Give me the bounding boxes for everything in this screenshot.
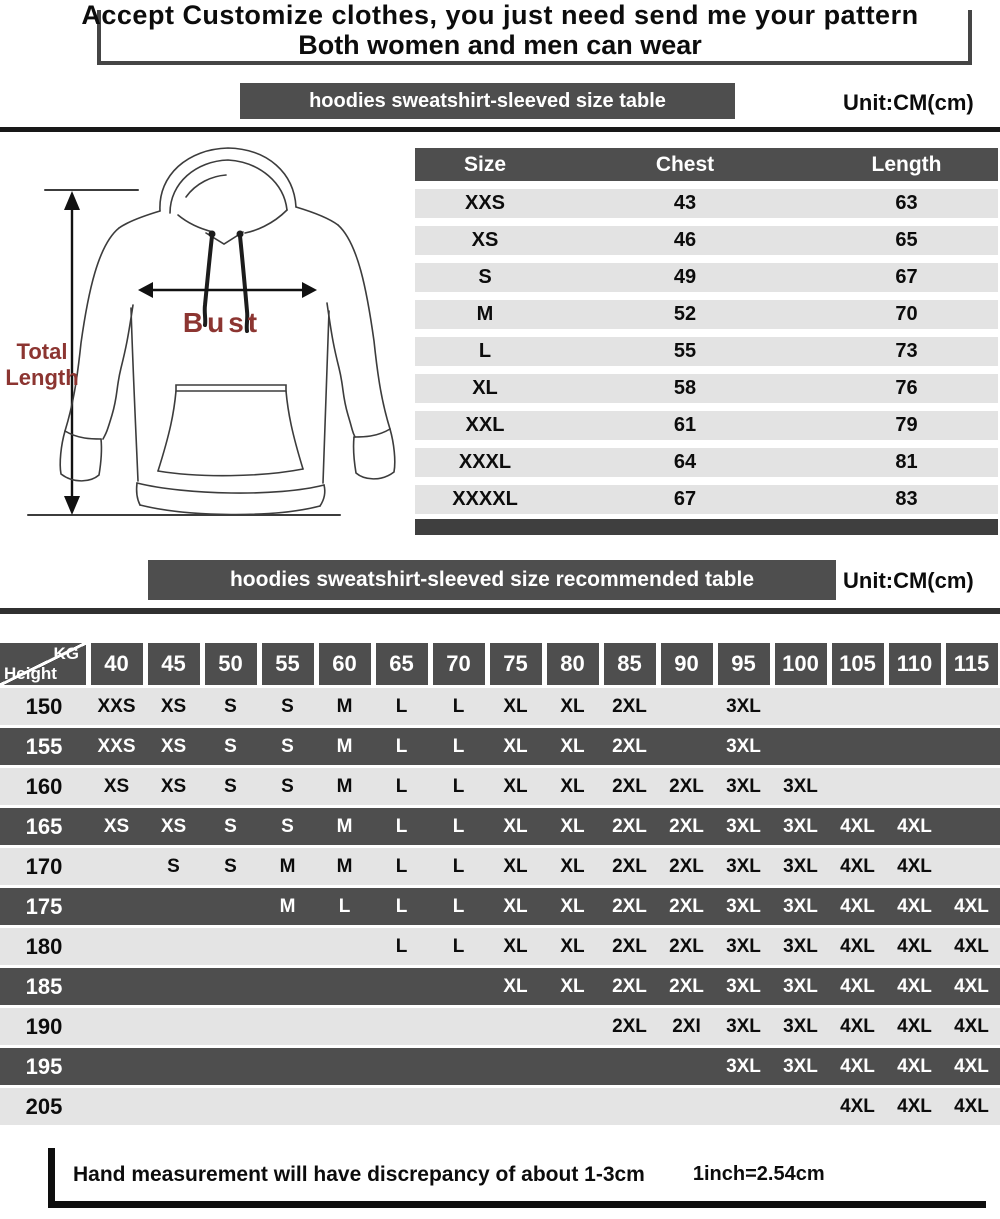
recommended-size-cell: M [279, 856, 296, 877]
recommended-table-row [0, 688, 1000, 725]
recommended-size-cell [373, 968, 430, 1005]
chest-cell: 58 [673, 377, 697, 399]
footnote-box [48, 1148, 986, 1208]
height-cell: 170 [25, 854, 63, 879]
recommended-table-row [0, 808, 1000, 845]
recommended-size-cell: 3XL [783, 856, 818, 877]
recommended-size-cell: L [395, 776, 408, 797]
recommended-size-cell: 4XL [897, 976, 932, 997]
recommended-size-cell: 4XL [840, 896, 875, 917]
recommended-size-cell: 4XL [897, 816, 932, 837]
size-table-row [415, 263, 998, 292]
size-table-row [415, 337, 998, 366]
kg-column-header: 110 [889, 643, 941, 685]
length-cell: 79 [895, 414, 918, 436]
total-length-label-line1: Total [16, 339, 68, 364]
height-kg-corner-cell [0, 643, 86, 685]
recommended-size-cell: S [281, 696, 294, 717]
recommended-size-cell [259, 928, 316, 965]
kg-column-header: 50 [205, 643, 257, 685]
chest-cell: 67 [673, 488, 697, 510]
recommended-size-cell [601, 1088, 658, 1125]
recommended-table-row [0, 768, 1000, 805]
size-table-footer-bar [415, 519, 998, 535]
recommended-size-cell: M [336, 736, 353, 757]
recommended-table-body [0, 688, 1000, 1125]
kg-column-header: 85 [604, 643, 656, 685]
recommended-size-cell [943, 728, 1000, 765]
length-cell: 65 [895, 229, 918, 251]
recommended-table-row [0, 1048, 1000, 1085]
recommended-size-cell: 3XL [726, 736, 761, 757]
recommended-size-cell: 3XL [783, 816, 818, 837]
recommended-size-cell: XXS [97, 736, 136, 757]
size-cell: XXS [464, 192, 506, 214]
recommended-size-cell: XL [503, 936, 528, 957]
kg-column-header: 75 [490, 643, 542, 685]
size-cell: XL [472, 377, 498, 399]
recommended-size-cell [487, 1048, 544, 1085]
kg-corner-label: KG [53, 644, 79, 663]
recommended-size-cell [88, 968, 145, 1005]
recommended-size-cell [202, 1088, 259, 1125]
recommended-size-cell: 4XL [897, 1016, 932, 1037]
recommended-size-cell: M [336, 816, 353, 837]
recommended-size-cell [145, 888, 202, 925]
recommended-size-cell [772, 728, 829, 765]
recommended-size-cell: 3XL [783, 976, 818, 997]
kg-column-header: 65 [376, 643, 428, 685]
kg-column-header: 45 [148, 643, 200, 685]
recommended-size-cell [430, 1048, 487, 1085]
recommended-size-cell: 4XL [840, 1016, 875, 1037]
recommended-size-cell: 4XL [897, 936, 932, 957]
size-table-row [415, 448, 998, 477]
recommended-table-row [0, 968, 1000, 1005]
recommended-size-cell: XL [560, 816, 585, 837]
recommended-size-cell [544, 1008, 601, 1045]
size-cell: S [478, 266, 492, 288]
recommended-size-cell: 3XL [726, 1016, 761, 1037]
recommended-size-cell: S [224, 776, 237, 797]
size-cell: M [476, 303, 494, 325]
recommended-table-row [0, 728, 1000, 765]
recommended-size-cell: 2XL [669, 776, 704, 797]
recommended-size-cell: 3XL [783, 1016, 818, 1037]
recommended-size-cell: 2XL [612, 776, 647, 797]
middle-divider-line [0, 608, 1000, 614]
size-table-column-header: Length [871, 153, 942, 176]
chest-cell: 55 [673, 340, 697, 362]
size-table-row [415, 300, 998, 329]
recommended-size-cell: XS [160, 776, 187, 797]
recommended-size-cell: M [336, 856, 353, 877]
recommended-size-cell [145, 928, 202, 965]
recommended-size-cell: L [395, 896, 408, 917]
kg-column-header: 40 [91, 643, 143, 685]
recommended-size-cell: 4XL [840, 1096, 875, 1117]
size-cell: L [478, 340, 492, 362]
recommended-size-cell: XL [503, 976, 528, 997]
chest-cell: 64 [673, 451, 697, 473]
recommended-size-cell [658, 1088, 715, 1125]
size-table-unit-label: Unit:CM(cm) [843, 90, 974, 115]
recommended-size-cell [886, 688, 943, 725]
recommended-size-cell: L [452, 856, 465, 877]
recommended-table-banner: hoodies sweatshirt-sleeved size recommended table [148, 560, 836, 600]
recommended-size-cell [202, 888, 259, 925]
recommended-size-cell: S [224, 736, 237, 757]
recommended-size-cell [88, 888, 145, 925]
recommended-size-cell: XS [160, 696, 187, 717]
recommended-size-cell: 4XL [954, 1056, 989, 1077]
recommended-size-cell: L [395, 696, 408, 717]
recommended-size-cell [145, 968, 202, 1005]
recommended-size-cell: S [224, 696, 237, 717]
size-table-header-row [415, 148, 998, 181]
kg-column-header: 60 [319, 643, 371, 685]
size-cell: XS [471, 229, 499, 251]
length-cell: 67 [895, 266, 918, 288]
recommended-size-cell: 4XL [897, 856, 932, 877]
header-line-2: Both women and men can wear [298, 30, 702, 60]
length-cell: 63 [895, 192, 918, 214]
recommended-size-cell [202, 968, 259, 1005]
recommended-table-unit-label: Unit:CM(cm) [843, 568, 974, 593]
recommended-size-cell: XL [560, 936, 585, 957]
recommended-size-cell: 2XL [612, 896, 647, 917]
recommended-size-cell [544, 1088, 601, 1125]
recommended-size-cell: 3XL [726, 936, 761, 957]
recommended-size-cell: L [395, 936, 408, 957]
length-cell: 73 [895, 340, 918, 362]
chest-cell: 52 [673, 303, 697, 325]
recommended-table-header-row [0, 643, 1000, 685]
recommended-size-cell [316, 968, 373, 1005]
recommended-size-cell [373, 1008, 430, 1045]
recommended-size-cell: XS [103, 776, 130, 797]
header-line-1: Accept Customize clothes, you just need send me your pattern [81, 0, 919, 30]
recommended-size-cell [829, 688, 886, 725]
size-table-banner: hoodies sweatshirt-sleeved size table [240, 83, 735, 119]
recommended-size-cell [430, 1008, 487, 1045]
recommended-size-cell: 3XL [726, 816, 761, 837]
recommended-size-cell: 2XL [669, 976, 704, 997]
recommended-size-cell: XL [503, 856, 528, 877]
size-table-column-header: Chest [655, 153, 715, 176]
recommended-size-cell [487, 1008, 544, 1045]
recommended-size-cell: L [395, 816, 408, 837]
recommended-size-cell: S [281, 776, 294, 797]
recommended-size-cell [202, 1048, 259, 1085]
recommended-table-row [0, 848, 1000, 885]
recommended-size-cell: S [281, 816, 294, 837]
recommended-size-cell: XL [503, 696, 528, 717]
recommended-size-cell [259, 968, 316, 1005]
total-length-label-line2: Length [5, 365, 79, 390]
recommended-size-cell: M [336, 696, 353, 717]
recommended-size-cell: S [224, 816, 237, 837]
recommended-table-row [0, 928, 1000, 965]
recommended-size-cell: M [279, 896, 296, 917]
height-cell: 150 [25, 694, 63, 719]
recommended-size-cell [145, 1008, 202, 1045]
recommended-size-cell: S [281, 736, 294, 757]
recommended-size-cell [886, 728, 943, 765]
recommended-size-cell: 2XL [612, 736, 647, 757]
recommended-size-cell [658, 728, 715, 765]
recommended-size-cell [373, 1088, 430, 1125]
recommended-size-cell [430, 1088, 487, 1125]
measurement-discrepancy-note: Hand measurement will have discrepancy of about 1-3cm [73, 1162, 645, 1186]
recommended-size-cell: 4XL [840, 1056, 875, 1077]
chest-cell: 46 [673, 229, 697, 251]
size-table-column-header: Size [463, 153, 507, 176]
height-cell: 155 [25, 734, 63, 759]
recommended-size-cell: 3XL [783, 1056, 818, 1077]
recommended-size-cell: 4XL [840, 816, 875, 837]
recommended-size-cell [829, 728, 886, 765]
recommended-size-cell: 3XL [783, 896, 818, 917]
recommended-size-cell: 4XL [897, 1056, 932, 1077]
recommended-size-cell [88, 1008, 145, 1045]
recommended-size-cell [601, 1048, 658, 1085]
size-table [415, 148, 998, 535]
page-title [0, 0, 1000, 60]
recommended-size-cell: 3XL [726, 856, 761, 877]
kg-column-header: 90 [661, 643, 713, 685]
recommended-size-cell: 2XL [669, 936, 704, 957]
recommended-size-cell [715, 1088, 772, 1125]
size-cell: XXXXL [452, 488, 518, 510]
recommended-size-cell: 4XL [840, 856, 875, 877]
length-cell: 83 [895, 488, 918, 510]
recommended-size-cell: 2XL [612, 856, 647, 877]
recommended-size-cell [373, 1048, 430, 1085]
recommended-size-cell [943, 768, 1000, 805]
recommended-size-cell [88, 1088, 145, 1125]
recommended-size-cell: 3XL [726, 776, 761, 797]
recommended-size-cell: 2XL [669, 896, 704, 917]
length-cell: 81 [895, 451, 918, 473]
recommended-size-cell: L [395, 736, 408, 757]
recommended-size-cell: 3XL [783, 936, 818, 957]
recommended-size-cell: XL [503, 736, 528, 757]
size-table-row [415, 374, 998, 403]
recommended-size-cell [658, 688, 715, 725]
recommended-size-cell: L [452, 816, 465, 837]
size-table-row [415, 226, 998, 255]
chest-cell: 43 [673, 192, 697, 214]
recommended-size-cell: 2XL [612, 936, 647, 957]
recommended-size-cell: 3XL [726, 1056, 761, 1077]
recommended-size-cell: 3XL [783, 776, 818, 797]
recommended-size-cell [316, 1048, 373, 1085]
height-cell: 205 [25, 1094, 63, 1119]
length-cell: 70 [895, 303, 918, 325]
recommended-size-cell [430, 968, 487, 1005]
recommended-size-cell: XL [560, 736, 585, 757]
kg-column-header: 100 [775, 643, 827, 685]
recommended-size-cell: XS [160, 736, 187, 757]
height-cell: 180 [25, 934, 63, 959]
length-cell: 76 [895, 377, 918, 399]
hoodie-measurement-diagram [0, 133, 420, 543]
recommended-size-cell [487, 1088, 544, 1125]
recommended-size-cell [88, 928, 145, 965]
size-cell: XXL [465, 414, 505, 436]
recommended-size-cell: L [395, 856, 408, 877]
height-cell: 175 [25, 894, 63, 919]
recommended-size-cell: XL [560, 976, 585, 997]
kg-column-header: 105 [832, 643, 884, 685]
height-cell: 185 [25, 974, 63, 999]
top-divider-line [0, 127, 1000, 132]
recommended-size-cell: 3XL [726, 696, 761, 717]
recommended-size-cell: S [224, 856, 237, 877]
kg-column-header: 80 [547, 643, 599, 685]
recommended-size-cell [259, 1048, 316, 1085]
bust-label: Bust [182, 307, 262, 338]
recommended-size-cell [145, 1048, 202, 1085]
recommended-size-cell: 3XL [726, 896, 761, 917]
recommended-size-cell [886, 768, 943, 805]
recommended-size-cell [202, 928, 259, 965]
height-corner-label: Height [4, 664, 57, 683]
recommended-size-cell [259, 1008, 316, 1045]
recommended-size-cell [943, 688, 1000, 725]
recommended-size-cell: 4XL [840, 976, 875, 997]
recommended-size-cell: L [452, 736, 465, 757]
height-cell: 190 [25, 1014, 63, 1039]
recommended-size-cell: 4XL [954, 1016, 989, 1037]
recommended-size-cell: XS [103, 816, 130, 837]
recommended-size-cell [658, 1048, 715, 1085]
recommended-size-cell: M [336, 776, 353, 797]
recommended-table-row [0, 888, 1000, 925]
recommended-size-cell: 2XL [612, 816, 647, 837]
recommended-size-cell: XXS [97, 696, 136, 717]
recommended-size-cell: L [452, 936, 465, 957]
recommended-size-cell [145, 1088, 202, 1125]
recommended-size-cell: 2XL [669, 856, 704, 877]
size-table-row [415, 411, 998, 440]
kg-column-header: 115 [946, 643, 998, 685]
recommended-table-row [0, 1088, 1000, 1125]
recommended-size-cell: 4XL [897, 896, 932, 917]
recommended-size-cell: XS [160, 816, 187, 837]
size-table-row [415, 189, 998, 218]
recommended-size-cell [943, 848, 1000, 885]
chest-cell: 61 [673, 414, 697, 436]
recommended-size-cell: 4XL [954, 896, 989, 917]
recommended-size-cell: 4XL [954, 936, 989, 957]
height-cell: 165 [25, 814, 63, 839]
recommended-size-cell: 2XL [612, 976, 647, 997]
recommended-size-cell [544, 1048, 601, 1085]
recommended-size-cell: XL [503, 776, 528, 797]
recommended-size-cell: L [338, 896, 351, 917]
recommended-size-cell: XL [560, 856, 585, 877]
kg-column-header: 95 [718, 643, 770, 685]
recommended-size-cell: L [452, 776, 465, 797]
height-cell: 160 [25, 774, 63, 799]
size-table-row [415, 485, 998, 514]
recommended-size-cell [316, 1088, 373, 1125]
recommended-size-cell [829, 768, 886, 805]
recommended-size-cell [943, 808, 1000, 845]
inch-conversion-note: 1inch=2.54cm [692, 1163, 825, 1185]
recommended-size-cell: 4XL [954, 1096, 989, 1117]
recommended-size-table [0, 643, 1000, 1128]
recommended-size-cell: 2XL [612, 1016, 647, 1037]
size-table-body [415, 189, 998, 514]
recommended-size-cell: 4XL [840, 936, 875, 957]
recommended-size-cell: XL [560, 896, 585, 917]
recommended-size-cell [772, 1088, 829, 1125]
kg-column-header: 55 [262, 643, 314, 685]
size-cell: XXXL [458, 451, 512, 473]
recommended-table-row [0, 1008, 1000, 1045]
recommended-size-cell [88, 848, 145, 885]
recommended-size-cell: 3XL [726, 976, 761, 997]
recommended-size-cell: 2XI [672, 1016, 701, 1037]
recommended-size-cell: 2XL [612, 696, 647, 717]
recommended-size-cell: XL [503, 816, 528, 837]
recommended-size-cell: XL [560, 776, 585, 797]
recommended-size-cell [316, 928, 373, 965]
kg-column-header: 70 [433, 643, 485, 685]
recommended-size-cell [202, 1008, 259, 1045]
recommended-size-cell [259, 1088, 316, 1125]
recommended-size-cell: 4XL [897, 1096, 932, 1117]
chest-cell: 49 [673, 266, 697, 288]
recommended-size-cell: L [452, 896, 465, 917]
recommended-size-cell: 2XL [669, 816, 704, 837]
recommended-size-cell [772, 688, 829, 725]
recommended-size-cell [88, 1048, 145, 1085]
recommended-size-cell: S [167, 856, 180, 877]
recommended-size-cell: XL [560, 696, 585, 717]
recommended-size-cell [316, 1008, 373, 1045]
recommended-size-cell: L [452, 696, 465, 717]
recommended-size-cell: 4XL [954, 976, 989, 997]
recommended-size-cell: XL [503, 896, 528, 917]
height-cell: 195 [25, 1054, 63, 1079]
